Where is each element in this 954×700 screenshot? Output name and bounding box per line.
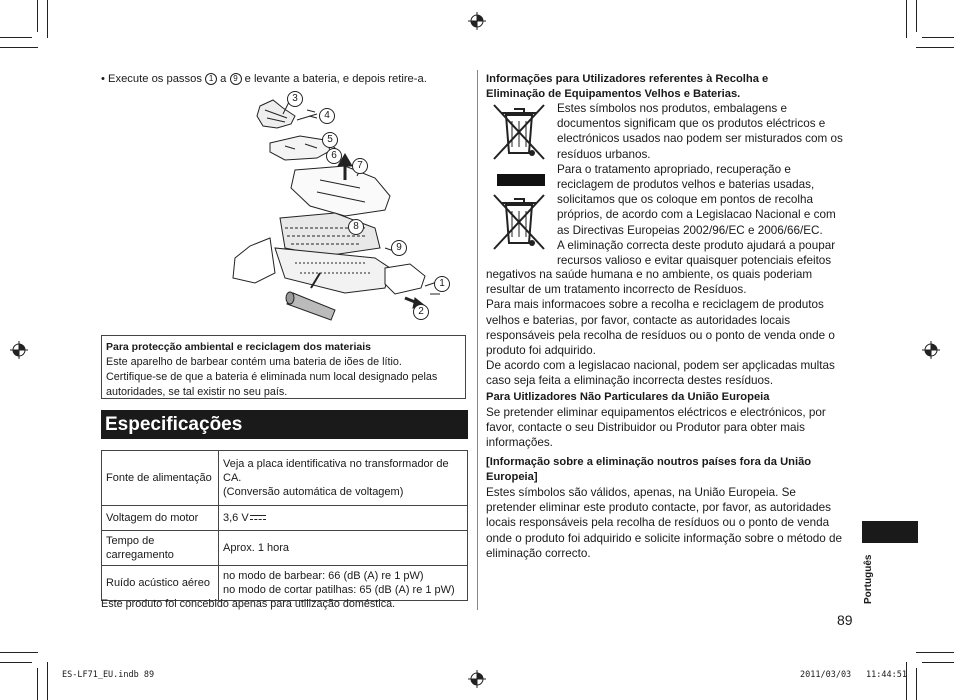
text-line: Se pretender eliminar equipamentos eléctricos e electrónicos, por <box>486 406 826 419</box>
text-line: Estes símbolos são válidos, apenas, na União Europeia. Se <box>486 486 796 499</box>
crop-mark <box>906 0 907 38</box>
text-line: Para mais informacoes sobre a recolha e reciclagem de produtos <box>486 298 824 312</box>
callout-9: 9 <box>391 240 407 256</box>
crop-mark <box>0 652 38 653</box>
crop-mark <box>906 662 907 700</box>
spec-value: Aprox. 1 hora <box>219 531 468 566</box>
text-line: as Directivas Europeias 2002/96/EC e 2006/66/EC. <box>557 223 823 237</box>
heading-line: Europeia] <box>486 471 538 483</box>
text-line: A eliminação correcta deste produto ajudará a poupar <box>557 238 836 252</box>
crop-mark <box>0 662 32 663</box>
crop-mark <box>37 0 38 32</box>
spec-value <box>219 566 468 601</box>
text-line: produto foi adquirido. <box>486 344 596 358</box>
environment-line: Este aparelho de barbear contém uma bateria de iões de lítio. <box>106 356 402 368</box>
non-eu-paragraph <box>486 485 856 561</box>
spec-heading: Especificações <box>101 410 468 439</box>
spec-value-line: CA. <box>223 472 242 484</box>
table-row <box>102 506 468 531</box>
text-line: responsáveis pela recolha de resíduos ou o ponto de venda onde o <box>486 328 835 342</box>
text-line: resíduos urbanos. <box>557 147 651 161</box>
crop-mark <box>916 652 954 653</box>
text-line: caso seja feita a eliminação incorrecta destes resíduos. <box>486 374 774 388</box>
environment-line: Certifique-se de que a bateria é eliminada num local designado pelas <box>106 371 438 383</box>
crop-mark <box>47 662 48 700</box>
non-eu-heading <box>486 455 811 485</box>
crossed-bin-icon <box>492 193 546 251</box>
text-line: próprios, de acordo com a Legislacao Nacional e com <box>557 208 836 222</box>
heading-line: Eliminação de Equipamentos Velhos e Baterias. <box>486 88 741 100</box>
spec-key: Fonte de alimentação <box>102 451 219 506</box>
domestic-note: Este produto foi concebido apenas para utilização doméstica. <box>101 598 396 610</box>
business-users-paragraph <box>486 405 856 451</box>
text-line: electrónicos usados nao podem ser misturados com os <box>557 132 843 146</box>
table-row <box>102 531 468 566</box>
text-line: informações. <box>486 436 553 450</box>
spec-value-line: (Conversão automática de voltagem) <box>223 486 404 498</box>
registration-mark-icon <box>468 12 486 30</box>
page-number: 89 <box>837 612 853 628</box>
heading-line: [Informação sobre a eliminação noutros países fora da União <box>486 456 812 468</box>
dc-symbol-icon <box>250 515 266 522</box>
text-line: locais responsáveis pela recolha de resíduos ou o ponto de venda <box>486 516 830 530</box>
text-line: solicitamos que os coloque em pontos de recolha <box>557 193 813 207</box>
spec-key: Voltagem do motor <box>102 506 219 531</box>
crop-mark <box>922 37 954 38</box>
column-divider <box>477 70 478 610</box>
callout-2: 2 <box>413 304 429 320</box>
callout-5: 5 <box>322 132 338 148</box>
text-line: De acordo com a legislacao nacional, podem ser apçlicadas multas <box>486 359 835 373</box>
callout-1: 1 <box>434 276 450 292</box>
shaver-exploded-diagram <box>225 88 465 323</box>
instruction-text: • Execute os passos 1 a 9 e levante a bateria, e depois retire-a. <box>101 73 427 85</box>
callout-4: 4 <box>319 108 335 124</box>
text-line: Para o tratamento apropriado, recuperação e <box>557 162 791 176</box>
environment-line: autoridades, se tal existir no seu país. <box>106 386 288 398</box>
disposal-paragraph <box>557 101 857 268</box>
crop-mark <box>0 47 38 48</box>
disposal-paragraph <box>486 267 856 389</box>
spec-value-line: no modo de barbear: 66 (dB (A) re 1 pW) <box>223 570 424 582</box>
spec-key-line: carregamento <box>106 549 174 561</box>
heading-line: Informações para Utilizadores referentes à Recolha e <box>486 73 769 85</box>
business-users-heading: Para Uitlizadores Não Particulares da União Europeia <box>486 391 770 403</box>
spec-value-line: 3,6 V <box>223 512 249 524</box>
crop-mark <box>37 668 38 700</box>
spec-key-line: Tempo de <box>106 535 155 547</box>
spec-value <box>219 451 468 506</box>
footer-date: 2011/03/03 <box>800 670 852 680</box>
callout-8: 8 <box>348 219 364 235</box>
environment-title: Para protecção ambiental e reciclagem dos materiais <box>106 341 371 353</box>
table-row <box>102 451 468 506</box>
text-line: Estes símbolos nos produtos, embalagens e <box>557 102 787 115</box>
language-label: Português <box>863 554 874 604</box>
crop-mark <box>922 662 954 663</box>
spec-key <box>102 531 219 566</box>
language-tab <box>862 521 918 543</box>
text-line: eliminação correcto. <box>486 546 591 560</box>
crop-mark <box>916 668 917 700</box>
footer-filename: ES-LF71_EU.indb 89 <box>62 670 155 680</box>
text-line: recursos valioso e evitar quaisquer potenciais efeitos <box>557 254 832 268</box>
table-row <box>102 566 468 601</box>
text-line: reciclagem de produtos velhos e baterias usadas, <box>557 178 815 192</box>
text-line: negativos na saúde humana e no ambiente, os quais poderiam <box>486 268 813 281</box>
spec-table <box>101 450 468 601</box>
spec-key: Ruído acústico aéreo <box>102 566 219 601</box>
disposal-heading <box>486 72 768 102</box>
crop-mark <box>916 0 917 32</box>
text-line: onde o produto foi adquirido e solicite informação sobre o método de <box>486 531 843 545</box>
callout-6: 6 <box>326 148 342 164</box>
crossed-bin-icon <box>492 103 546 161</box>
spec-value-line: Veja a placa identificativa no transformador de <box>223 458 449 470</box>
text-line: resultar de um tratamento incorrecto de Resíduos. <box>486 283 747 297</box>
registration-mark-icon <box>922 341 940 359</box>
text-line: velhos e baterias, por favor, contacte as autoridades locais <box>486 313 791 327</box>
spec-value <box>219 506 468 531</box>
callout-3: 3 <box>287 91 303 107</box>
text-line: pretender eliminar este produto contacte, por favor, as autoridades <box>486 501 831 515</box>
footer-time: 11:44:51 <box>866 670 907 680</box>
callout-7: 7 <box>352 158 368 174</box>
crop-mark <box>916 47 954 48</box>
spec-value-line: no modo de cortar patilhas: 65 (dB (A) re 1 pW) <box>223 584 455 596</box>
crop-mark <box>47 0 48 38</box>
text-line: favor, contacte o seu Distribuidor ou Produtor para obter mais <box>486 421 805 435</box>
registration-mark-icon <box>10 341 28 359</box>
text-line: documentos significam que os produtos eléctricos e <box>557 117 826 131</box>
environment-box <box>101 335 466 399</box>
separate-collection-bar-icon <box>497 174 545 186</box>
registration-mark-icon <box>468 670 486 688</box>
crop-mark <box>0 37 32 38</box>
